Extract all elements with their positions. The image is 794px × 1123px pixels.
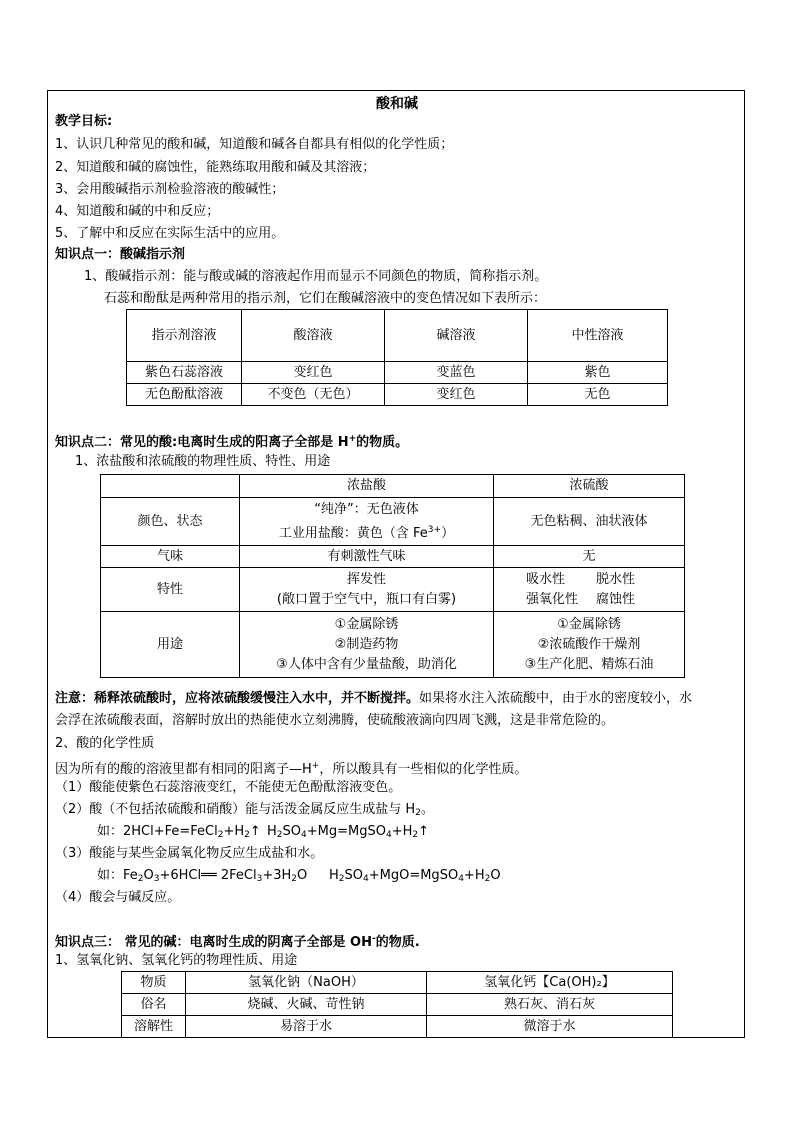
table-cell: ①金属除锈 ②制造药物 ③人体中含有少量盐酸，助消化: [240, 612, 494, 678]
table-row: [101, 612, 685, 678]
table-cell: 变蓝色: [385, 362, 528, 384]
table-header: 氢氧化钠（NaOH）: [186, 972, 427, 994]
table-header: 浓硫酸: [494, 475, 685, 498]
table-cell: 变红色: [242, 362, 385, 384]
property-item: （2）酸（不包括浓硫酸和硝酸）能与活泼金属反应生成盐与 $H_2$。: [55, 802, 434, 818]
kp2-heading: 知识点二：常见的酸:电离时生成的阳离子全部是 H+的物质。: [55, 434, 409, 450]
table-cell: 紫色: [528, 362, 668, 384]
table-header: 碱溶液: [385, 310, 528, 362]
kp1-heading: 知识点一：酸碱指示剂: [55, 247, 186, 262]
table-cell: 有刺激性气味: [240, 546, 494, 568]
kp3-subheading: 1、氢氧化钠、氢氧化钙的物理性质、用途: [55, 953, 298, 968]
table-cell: 易溶于水: [186, 1016, 427, 1038]
kp2-subheading: 1、浓盐酸和浓硫酸的物理性质、特性、用途: [75, 454, 331, 469]
safety-note: 注意：稀释浓硫酸时，应将浓硫酸缓慢注入水中，并不断搅拌。如果将水注入浓硫酸中，由于水的密度较小，水: [55, 691, 693, 706]
table-cell: 俗名: [122, 994, 186, 1016]
table-header: 物质: [122, 972, 186, 994]
table-cell: 特性: [101, 568, 240, 612]
table-cell: 无色酚酞溶液: [127, 384, 242, 406]
base-table: [121, 971, 673, 1038]
goal-item: 1、认识几种常见的酸和碱，知道酸和碱各自都具有相似的化学性质；: [55, 137, 454, 152]
page-title: 酸和碱: [376, 96, 418, 112]
property-item: （1）酸能使紫色石蕊溶液变红，不能使无色酚酞溶液变色。: [55, 780, 402, 795]
safety-note-cont: 会浮在浓硫酸表面，溶解时放出的热能使水立刻沸腾，使硫酸液滴向四周飞溅，这是非常危险的。: [55, 713, 615, 728]
kp2-subheading-2: 2、酸的化学性质: [55, 736, 155, 751]
table-cell: 不变色（无色）: [242, 384, 385, 406]
table-cell: 烧碱、火碱、苛性钠: [186, 994, 427, 1016]
acid-table: [100, 474, 685, 678]
property-item: （4）酸会与碱反应。: [55, 890, 181, 905]
table-row: [122, 1016, 673, 1038]
indicator-table: [126, 309, 668, 406]
table-header: 氢氧化钙【Ca(OH)₂】: [427, 972, 673, 994]
table-cell: “纯净”：无色液体 工业用盐酸：黄色（含 $Fe^{3+}$）: [240, 498, 494, 546]
table-cell: 无色: [528, 384, 668, 406]
kp1-definition: 1、酸碱指示剂：能与酸或碱的溶液起作用而显示不同颜色的物质，简称指示剂。: [84, 269, 548, 284]
table-row: [122, 994, 673, 1016]
table-header: 浓盐酸: [240, 475, 494, 498]
equation: $H_2SO_4+MgO=MgSO_4+H_2O$: [329, 868, 501, 884]
property-item: （3）酸能与某些金属氧化物反应生成盐和水。: [55, 846, 324, 861]
table-cell: 无: [494, 546, 685, 568]
table-header: 中性溶液: [528, 310, 668, 362]
kp3-heading: 知识点三： 常见的碱：电离时生成的阴离子全部是 OH-的物质.: [55, 934, 420, 950]
table-row: [127, 384, 668, 406]
table-cell: 熟石灰、消石灰: [427, 994, 673, 1016]
goals-heading: 教学目标:: [55, 114, 113, 129]
table-cell: 用途: [101, 612, 240, 678]
table-row: [101, 498, 685, 546]
table-cell: 挥发性 (敞口置于空气中，瓶口有白雾): [240, 568, 494, 612]
equation: $H_2SO_4+Mg=MgSO_4+H_2↑$: [267, 824, 429, 840]
table-cell: 紫色石蕊溶液: [127, 362, 242, 384]
goal-item: 5、了解中和反应在实际生活中的应用。: [55, 226, 285, 241]
table-header: 指示剂溶液: [127, 310, 242, 362]
table-cell: 气味: [101, 546, 240, 568]
table-row: [101, 546, 685, 568]
table-cell: 吸水性 脱水性 强氧化性 腐蚀性: [494, 568, 685, 612]
table-cell: 无色粘稠、油状液体: [494, 498, 685, 546]
table-row: [101, 568, 685, 612]
table-row: [127, 362, 668, 384]
table-cell: 变红色: [385, 384, 528, 406]
goal-item: 3、会用酸碱指示剂检验溶液的酸碱性；: [55, 182, 285, 197]
equation: 如：$Fe_2O_3+6HCl══$ $2FeCl_3+3H_2O$: [97, 868, 308, 884]
table-cell: 微溶于水: [427, 1016, 673, 1038]
table-cell: ①金属除锈 ②浓硫酸作干燥剂 ③生产化肥、精炼石油: [494, 612, 685, 678]
table-header: 酸溶液: [242, 310, 385, 362]
kp1-intro: 石蕊和酚酞是两种常用的指示剂，它们在酸碱溶液中的变色情况如下表所示：: [104, 291, 547, 306]
equation: 如：$2HCl+Fe=FeCl_2+H_2↑$: [97, 824, 261, 840]
table-cell: 颜色、状态: [101, 498, 240, 546]
goal-item: 2、知道酸和碱的腐蚀性，能熟练取用酸和碱及其溶液；: [55, 160, 376, 175]
table-cell: 溶解性: [122, 1016, 186, 1038]
kp2-because: 因为所有的酸的溶液里都有相同的阳离子—H+，所以酸具有一些相似的化学性质。: [55, 761, 528, 777]
goal-item: 4、知道酸和碱的中和反应；: [55, 204, 220, 219]
